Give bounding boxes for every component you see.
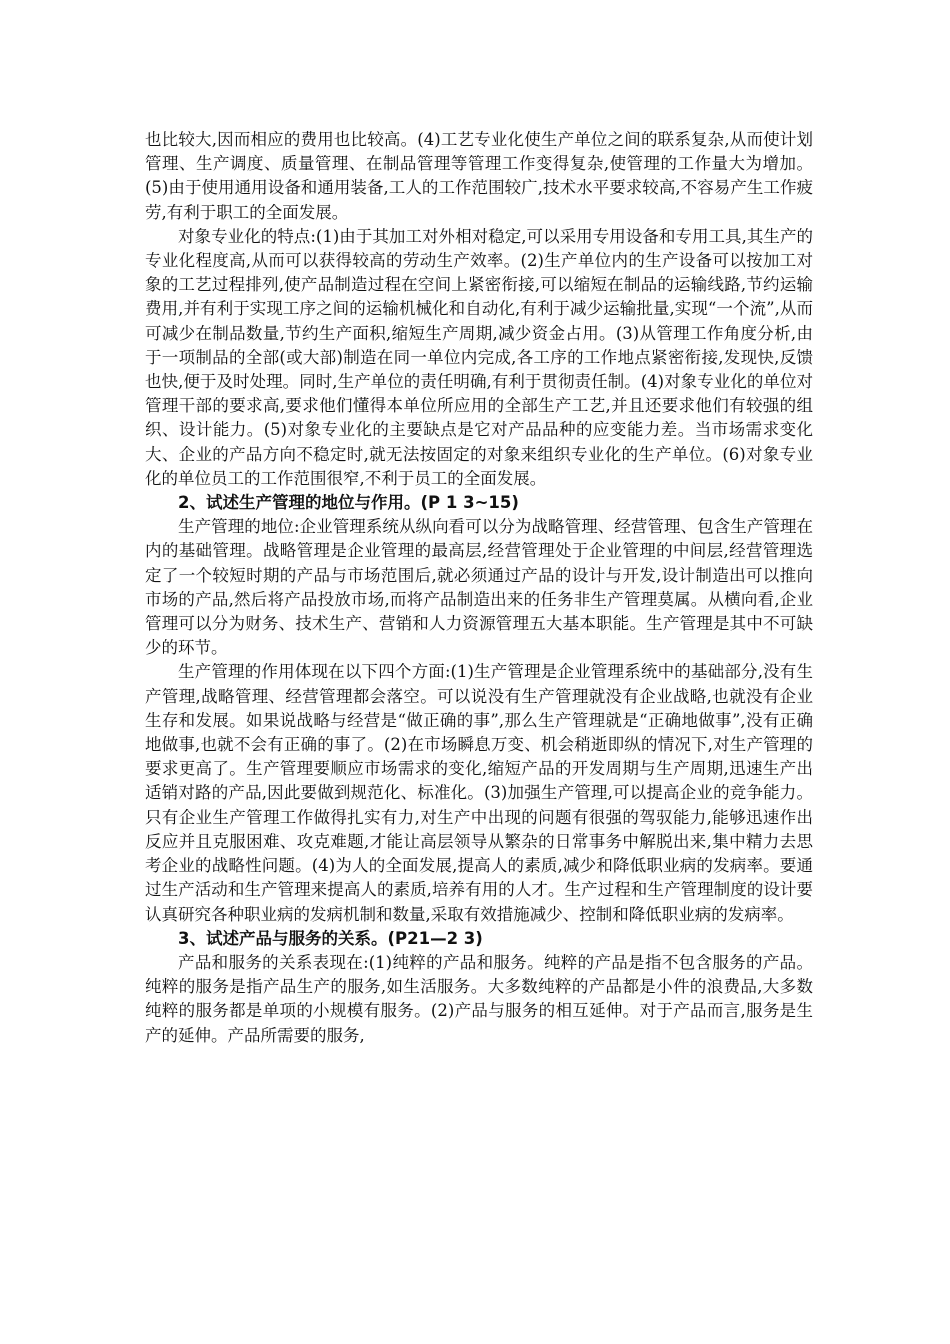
paragraph-production-management-status: 生产管理的地位:企业管理系统从纵向看可以分为战略管理、经营管理、包含生产管理在内的基础管理。战略管理是企业管理的最高层,经营管理处于企业管理的中间层,经营管理选定了一个较短时期的产品与市场范围后,就必须通过产品的设计与开发,设计制造出可以推向市场的产品,然后将产品投放市场,而将产品制造出来的任务非生产管理莫属。从横向看,企业管理可以分为财务、技术生产、营销和人力资源管理五大基本职能。生产管理是其中不可缺少的环节。: [145, 517, 813, 658]
paragraph-production-management-role: 生产管理的作用体现在以下四个方面:(1)生产管理是企业管理系统中的基础部分,没有生产管理,战略管理、经营管理都会落空。可以说没有生产管理就没有企业战略,也就没有企业生存和发展。如果说战略与经营是“做正确的事”,那么生产管理就是“正确地做事”,没有正确地做事,也就不会有正确的事了。(2)在市场瞬息万变、机会稍逝即纵的情况下,对生产管理的要求更高了。生产管理要顺应市场需求的变化,缩短产品的开发周期与生产周期,迅速生产出适销对路的产品,因此要做到规范化、标准化。(3)加强生产管理,可以提高企业的竞争能力。只有企业生产管理工作做得扎实有力,对生产中出现的问题有很强的驾驭能力,能够迅速作出反应并且克服困难、攻克难题,才能让高层领导从繁杂的日常事务中解脱出来,集中精力去思考企业的战略性问题。(4)为人的全面发展,提高人的素质,减少和降低职业病的发病率。要通过生产活动和生产管理来提高人的素质,培养有用的人才。生产过程和生产管理制度的设计要认真研究各种职业病的发病机制和数量,采取有效措施减少、控制和降低职业病的发病率。: [145, 662, 813, 924]
paragraph-process-specialization-end: 也比较大,因而相应的费用也比较高。(4)工艺专业化使生产单位之间的联系复杂,从而使计划管理、生产调度、质量管理、在制品管理等管理工作变得复杂,使管理的工作量大为增加。(5)由于使用通用设备和通用装备,工人的工作范围较广,技术水平要求较高,不容易产生工作疲劳,有利于职工的全面发展。: [145, 130, 813, 222]
heading-question-2: 2、试述生产管理的地位与作用。(P 1 3~15): [178, 493, 519, 513]
document-body: [145, 128, 813, 1048]
heading-question-3: 3、试述产品与服务的关系。(P21—2 3): [178, 928, 483, 948]
paragraph-product-service-relation: 产品和服务的关系表现在:(1)纯粹的产品和服务。纯粹的产品是指不包含服务的产品。纯粹的服务是指产品生产的服务,如生活服务。大多数纯粹的产品都是小件的浪费品,大多数纯粹的服务都是单项的小规模有服务。(2)产品与服务的相互延伸。对于产品而言,服务是生产的延伸。产品所需要的服务,: [145, 952, 813, 1045]
paragraph-object-specialization: 对象专业化的特点:(1)由于其加工对外相对稳定,可以采用专用设备和专用工具,其生产的专业化程度高,从而可以获得较高的劳动生产效率。(2)生产单位内的生产设备可以按加工对象的工艺过程排列,使产品制造过程在空间上紧密衔接,可以缩短在制品的运输线路,节约运输费用,并有利于实现工序之间的运输机械化和自动化,有利于减少运输批量,实现“一个流”,从而可减少在制品数量,节约生产面积,缩短生产周期,减少资金占用。(3)从管理工作角度分析,由于一项制品的全部(或大部)制造在同一单位内完成,各工序的工作地点紧密衔接,发现快,反馈也快,便于及时处理。同时,生产单位的责任明确,有利于贯彻责任制。(4)对象专业化的单位对管理干部的要求高,要求他们懂得本单位所应用的全部生产工艺,并且还要求他们有较强的组织、设计能力。(5)对象专业化的主要缺点是它对产品品种的应变能力差。当市场需求变化大、企业的产品方向不稳定时,就无法按固定的对象来组织专业化的生产单位。(6)对象专业化的单位员工的工作范围很窄,不利于员工的全面发展。: [145, 226, 813, 488]
